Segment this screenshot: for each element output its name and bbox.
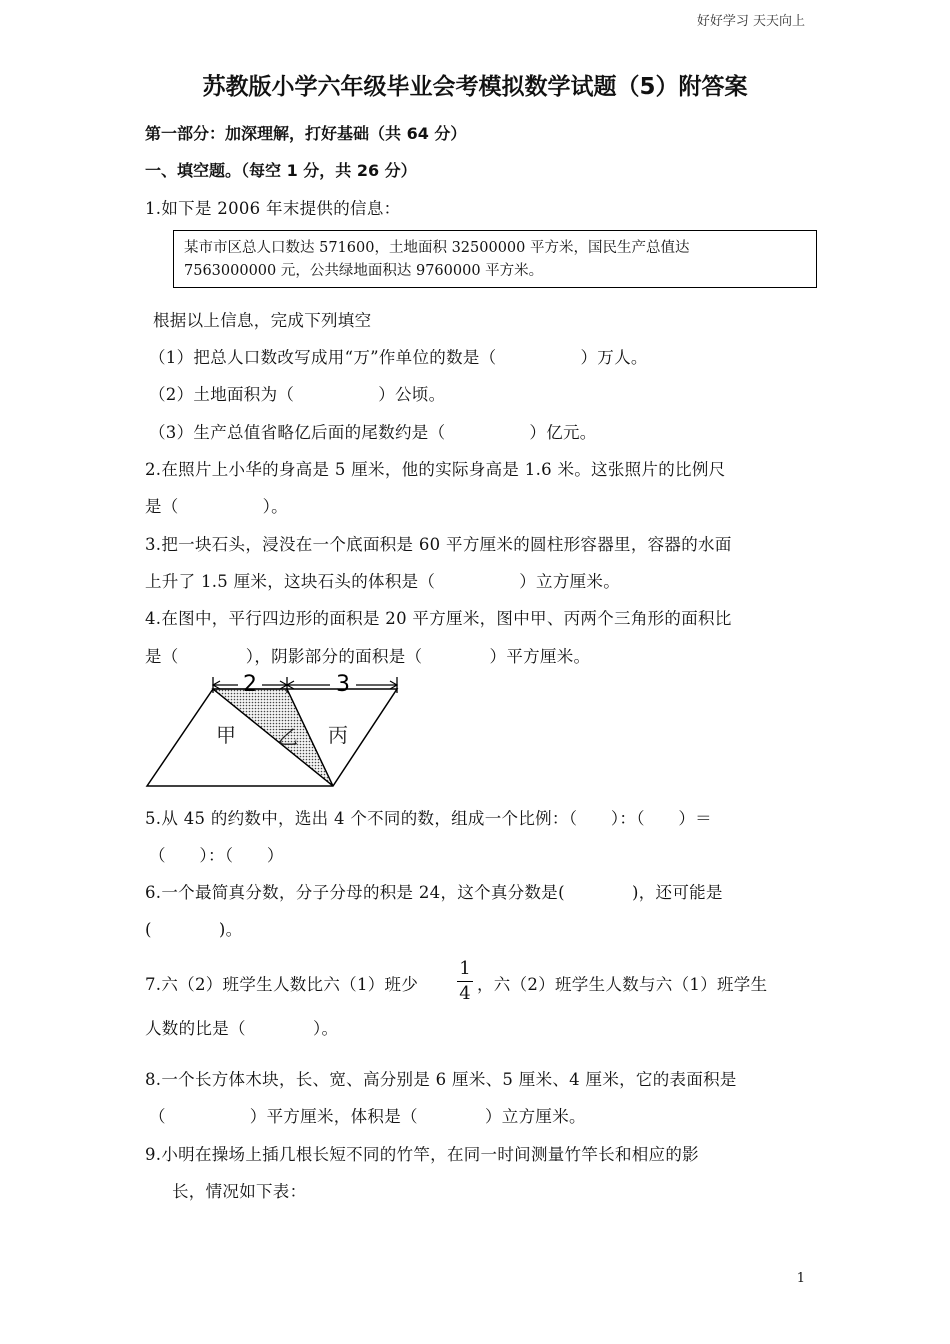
q8-line1: 8.一个长方体木块，长、宽、高分别是 6 厘米、5 厘米、4 厘米，它的表面积是 — [145, 1070, 737, 1089]
q1-info-line2: 7563000000 元，公共绿地面积达 9760000 平方米。 — [184, 263, 544, 279]
fraction-denominator: 4 — [459, 983, 471, 1004]
page-number: 1 — [796, 1271, 805, 1286]
q1-intro: 根据以上信息，完成下列填空 — [153, 311, 372, 330]
section-heading: 一、填空题。（每空 1 分，共 26 分） — [145, 161, 417, 180]
fraction-numerator: 1 — [459, 958, 471, 979]
q9-line1: 9.小明在操场上插几根长短不同的竹竿，在同一时间测量竹竿长和相应的影 — [145, 1145, 699, 1164]
q1-sub1: （1）把总人口数改写成用“万”作单位的数是（ ）万人。 — [149, 348, 648, 367]
region-label-yi: 乙 — [278, 725, 298, 749]
q2-line1: 2.在照片上小华的身高是 5 厘米，他的实际身高是 1.6 米。这张照片的比例尺 — [145, 460, 726, 479]
page-title: 苏教版小学六年级毕业会考模拟数学试题（5）附答案 — [202, 74, 748, 100]
region-label-bing: 丙 — [328, 723, 348, 747]
q1-stem: 1.如下是 2006 年末提供的信息： — [145, 199, 401, 218]
q1-info-box — [173, 230, 817, 288]
q5-line1: 5.从 45 的约数中，选出 4 个不同的数，组成一个比例：（ ）：（ ）＝ — [145, 809, 712, 828]
q1-sub2: （2）土地面积为（ ）公顷。 — [149, 385, 446, 404]
part-heading: 第一部分：加深理解，打好基础（共 64 分） — [145, 124, 467, 143]
q2-line2: 是（ ）。 — [145, 497, 288, 516]
q7-line2: 人数的比是（ ）。 — [145, 1019, 339, 1038]
q9-line2: 长，情况如下表： — [172, 1182, 307, 1201]
parallelogram-figure — [140, 668, 410, 793]
q4-line2: 是（ ），阴影部分的面积是（ ）平方厘米。 — [145, 647, 591, 666]
q3-line1: 3.把一块石头，浸没在一个底面积是 60 平方厘米的圆柱形容器里，容器的水面 — [145, 535, 732, 554]
q8-line2: （ ）平方厘米，体积是（ ）立方厘米。 — [149, 1107, 586, 1126]
q7-line1-end: ，六（2）班学生人数与六（1）班学生 — [477, 975, 768, 994]
q1-sub3: （3）生产总值省略亿后面的尾数约是（ ）亿元。 — [149, 423, 597, 442]
q3-line2: 上升了 1.5 厘米，这块石头的体积是（ ）立方厘米。 — [145, 572, 621, 591]
q6-line2: ( )。 — [145, 920, 243, 939]
fraction-one-quarter — [457, 958, 473, 1005]
header-slogan: 好好学习 天天向上 — [696, 14, 805, 29]
q1-info-line1: 某市市区总人口数达 571600，土地面积 32500000 平方米，国民生产总值达 — [184, 240, 690, 256]
dim-label-right: 3 — [336, 672, 350, 697]
region-label-jia: 甲 — [216, 723, 236, 747]
q7-line1-start: 7.六（2）班学生人数比六（1）班少 — [145, 975, 419, 994]
q4-line1: 4.在图中，平行四边形的面积是 20 平方厘米，图中甲、丙两个三角形的面积比 — [145, 609, 732, 628]
dim-label-left: 2 — [243, 672, 257, 697]
q6-line1: 6.一个最简真分数，分子分母的积是 24，这个真分数是( )，还可能是 — [145, 883, 723, 902]
q5-line2: （ ）：（ ） — [149, 846, 284, 865]
